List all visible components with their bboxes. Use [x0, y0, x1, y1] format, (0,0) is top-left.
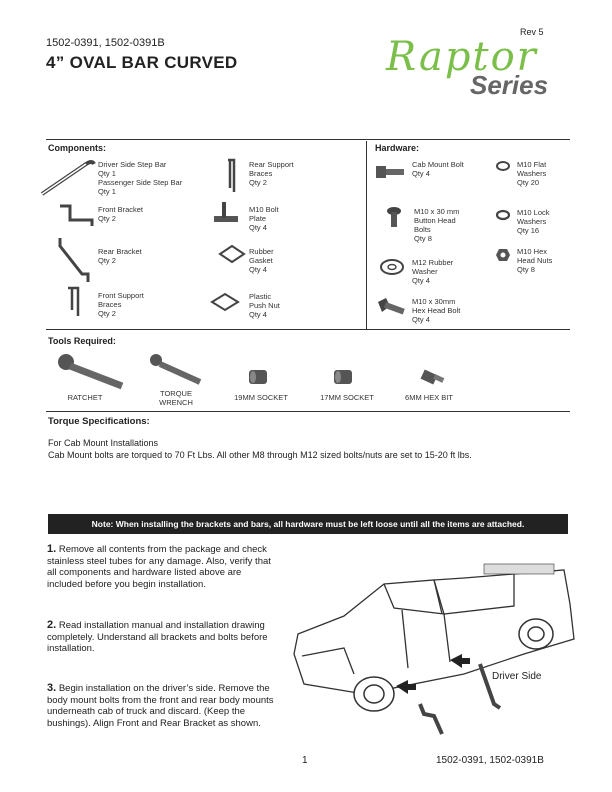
torque-heading: Torque Specifications: [48, 416, 150, 427]
divider-tools [46, 411, 570, 412]
rear-support-icon [224, 158, 240, 194]
hardware-cab-mount-bolt: Cab Mount Bolt Qty 4 [412, 160, 464, 178]
bolt-plate-icon [210, 200, 240, 226]
component-push-nut: Plastic Push Nut Qty 4 [249, 292, 280, 319]
hardware-flat-washers: M10 Flat Washers Qty 20 [517, 160, 547, 187]
component-rear-support: Rear Support Braces Qty 2 [249, 160, 294, 187]
push-nut-icon [210, 292, 240, 312]
front-bracket-icon [58, 202, 94, 228]
tool-torque-wrench: TORQUE WRENCH [159, 389, 193, 407]
hardware-hex-nuts: M10 Hex Head Nuts Qty 8 [517, 247, 553, 274]
rear-bracket-icon [56, 236, 92, 284]
component-bolt-plate: M10 Bolt Plate Qty 4 [249, 205, 279, 232]
arrow-rear [450, 654, 470, 668]
socket-19mm-icon [247, 367, 269, 387]
divider-vertical [366, 141, 367, 329]
ratchet-icon [56, 352, 126, 390]
note-banner: Note: When installing the brackets and bars, all hardware must be left loose until all the items are attached. [48, 514, 568, 534]
hardware-button-head-bolts: M10 x 30 mm Button Head Bolts Qty 8 [414, 207, 460, 243]
cab-mount-bolt-icon [374, 160, 406, 184]
driver-side-label: Driver Side [492, 671, 542, 682]
tool-17mm-socket: 17MM SOCKET [320, 393, 374, 402]
page-number: 1 [302, 755, 308, 766]
page-title: 4” OVAL BAR CURVED [46, 53, 238, 72]
lock-washer-icon [496, 210, 510, 220]
part-numbers: 1502-0391, 1502-0391B [46, 37, 165, 49]
logo-series: Series [470, 70, 549, 100]
socket-17mm-icon [332, 367, 354, 387]
component-rubber-gasket: Rubber Gasket Qty 4 [249, 247, 274, 274]
hardware-hex-head-bolt: M10 x 30mm Hex Head Bolt Qty 4 [412, 297, 461, 324]
logo-raptor: Raptor [386, 34, 538, 80]
component-front-support: Front Support Braces Qty 2 [98, 291, 144, 318]
hex-head-bolt-icon [376, 296, 408, 318]
hardware-lock-washers: M10 Lock Washers Qty 16 [517, 208, 550, 235]
step-3: 3. Begin installation on the driver’s side. Remove the body mount bolts from the front and rear body mounts underneath cab of truck and discard. (Keep the bushings). Align Front and Rear Bracket as shown. [47, 682, 274, 729]
tool-ratchet: RATCHET [67, 393, 103, 402]
arrow-front [396, 680, 416, 694]
hardware-heading: Hardware: [375, 143, 420, 153]
torque-wrench-icon [148, 352, 204, 386]
tool-19mm-socket: 19MM SOCKET [234, 393, 288, 402]
step-bar-icon [38, 158, 96, 198]
divider-components [46, 329, 570, 330]
flat-washer-icon [496, 161, 510, 171]
footer-part-numbers: 1502-0391, 1502-0391B [436, 755, 544, 766]
tools-heading: Tools Required: [48, 336, 116, 346]
front-support-icon [64, 286, 84, 318]
step-2: 2. Read installation manual and installation drawing completely. Understand all brackets and bolts before installation. [47, 619, 268, 654]
truck-diagram [284, 544, 584, 754]
component-front-bracket: Front Bracket Qty 2 [98, 205, 144, 223]
button-head-bolt-icon [386, 206, 402, 228]
torque-line-1: For Cab Mount Installations [48, 438, 159, 448]
component-rear-bracket: Rear Bracket Qty 2 [98, 247, 142, 265]
hex-nut-icon [495, 248, 511, 262]
rubber-gasket-icon [218, 244, 246, 264]
hex-bit-icon [420, 366, 446, 386]
revision-label: Rev 5 [520, 27, 544, 37]
component-step-bar: Driver Side Step Bar Qty 1 Passenger Side Step Bar Qty 1 [98, 160, 183, 196]
hardware-rubber-washer: M12 Rubber Washer Qty 4 [412, 258, 454, 285]
rubber-washer-icon [380, 259, 404, 275]
step-1: 1. Remove all contents from the package and check stainless steel tubes for any damage. Also, verify that all components and hardware listed above are included before you begin installation. [47, 543, 271, 590]
tool-hex-bit: 6MM HEX BIT [405, 393, 453, 402]
components-heading: Components: [48, 143, 106, 153]
divider-top [46, 139, 570, 140]
torque-line-2: Cab Mount bolts are torqued to 70 Ft Lbs. All other M8 through M12 sized bolts/nuts are set to 15-20 ft lbs. [48, 450, 472, 460]
